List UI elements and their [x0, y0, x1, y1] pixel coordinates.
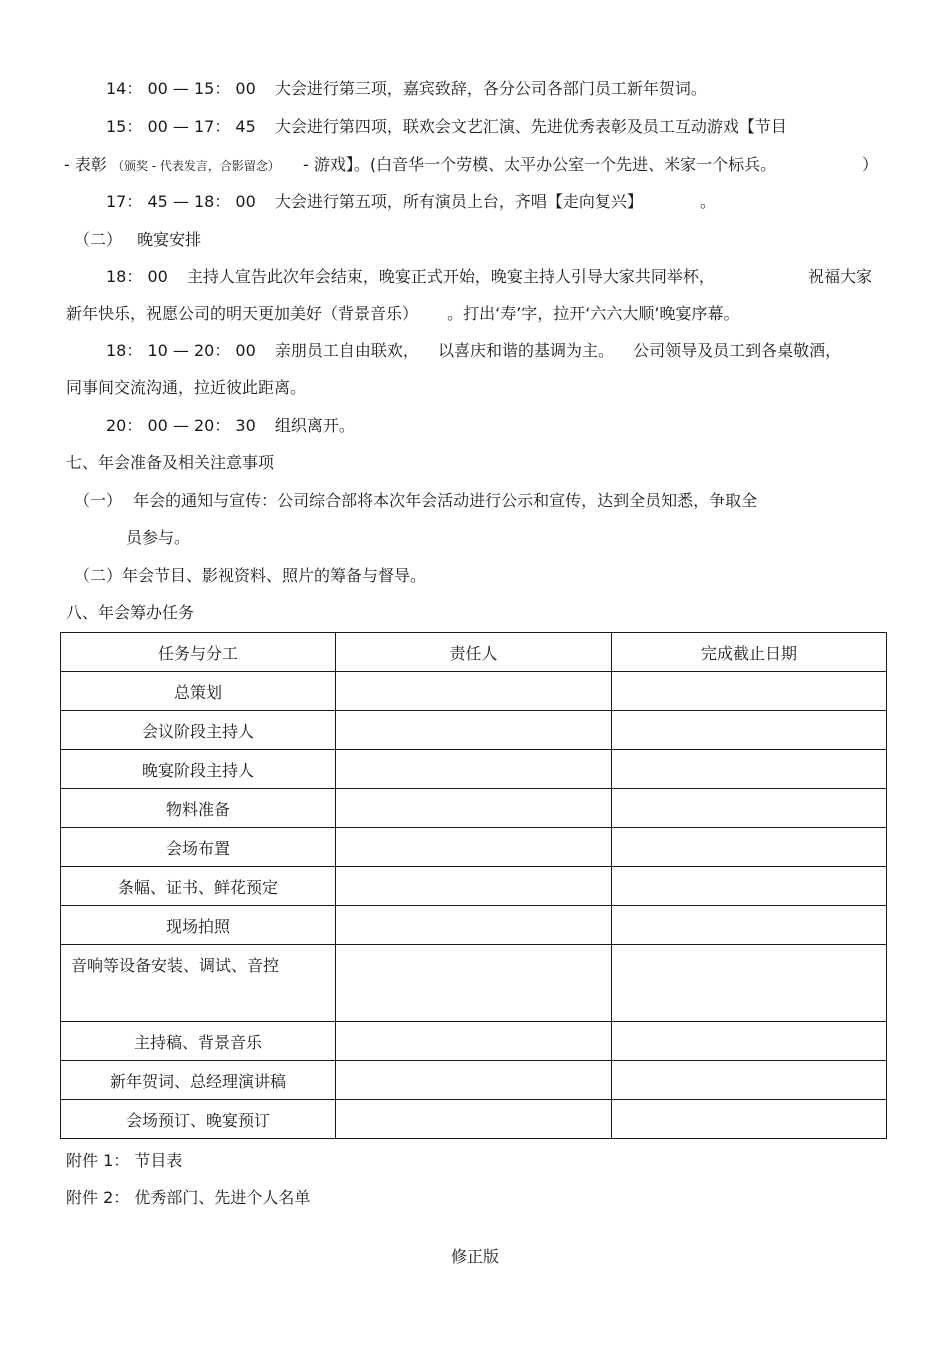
banquet-item-1-tail: 祝福大家 — [808, 267, 873, 286]
heading-text: 晚宴安排 — [137, 230, 202, 249]
agenda-item-4-end: ） — [862, 155, 879, 174]
banquet-text: 新年快乐，祝愿公司的明天更加美好（背景音乐） — [66, 304, 419, 323]
deadline-cell — [612, 1022, 887, 1061]
owner-cell — [336, 711, 612, 750]
table-row — [61, 750, 887, 789]
agenda-note: （颁奖 - 代表发言，合影留念） — [111, 159, 280, 173]
owner-cell — [336, 867, 612, 906]
agenda-text: 大会进行第三项，嘉宾致辞，各分公司各部门员工新年贺词。 — [274, 79, 707, 98]
deadline-cell — [612, 750, 887, 789]
section-7-sub-1-continued: 员参与。 — [126, 528, 191, 547]
banquet-item-2 — [106, 339, 841, 363]
task-cell: 现场拍照 — [61, 906, 336, 945]
header-owner: 责任人 — [336, 633, 612, 672]
owner-cell — [336, 1061, 612, 1100]
banquet-time: 18： 00 — [106, 267, 168, 286]
deadline-cell — [612, 789, 887, 828]
heading-number: （二） — [74, 230, 123, 249]
agenda-item-4 — [106, 115, 787, 139]
owner-cell — [336, 906, 612, 945]
agenda-text: - 游戏】。(白音华一个劳模、太平办公室一个先进、米家一个标兵。 — [303, 155, 777, 174]
task-cell: 总策划 — [61, 672, 336, 711]
table-row — [61, 945, 887, 1022]
attachment-2: 附件 2： 优秀部门、先进个人名单 — [66, 1188, 311, 1207]
banquet-text: 。打出‘寿’字，拉开‘六六大顺’晚宴序幕。 — [447, 304, 740, 323]
deadline-cell — [612, 711, 887, 750]
banquet-item-2-continued: 同事间交流沟通，拉近彼此距离。 — [66, 378, 307, 397]
table-row — [61, 867, 887, 906]
deadline-cell — [612, 1100, 887, 1139]
table-row — [61, 711, 887, 750]
agenda-time: 17： 45 — 18： 00 — [106, 192, 256, 211]
section-7-sub-1 — [74, 489, 757, 513]
section-7-title: 七、年会准备及相关注意事项 — [66, 453, 275, 472]
table-row — [61, 1022, 887, 1061]
section-8-title: 八、年会筹办任务 — [66, 603, 195, 622]
banquet-text: 以喜庆和谐的基调为主。 — [438, 341, 615, 360]
banquet-item-1 — [106, 265, 715, 289]
task-cell: 晚宴阶段主持人 — [61, 750, 336, 789]
banquet-text: 亲朋员工自由联欢， — [274, 341, 419, 360]
attachment-1: 附件 1： 节目表 — [66, 1151, 183, 1170]
table-row — [61, 672, 887, 711]
agenda-text: 大会进行第四项，联欢会文艺汇演、先进优秀表彰及员工互动游戏【节目 — [274, 117, 787, 136]
task-cell: 会场布置 — [61, 828, 336, 867]
owner-cell — [336, 828, 612, 867]
table-row — [61, 1061, 887, 1100]
section-7-sub-2: （二）年会节目、影视资料、照片的筹备与督导。 — [74, 566, 427, 585]
table-row — [61, 1100, 887, 1139]
banquet-text: 组织离开。 — [274, 416, 355, 435]
banquet-text: 公司领导及员工到各桌敬酒， — [633, 341, 842, 360]
task-cell: 音响等设备安装、调试、音控 — [61, 945, 336, 1022]
agenda-item-3 — [106, 77, 707, 101]
banquet-time: 20： 00 — 20： 30 — [106, 416, 256, 435]
banquet-text: 主持人宣告此次年会结束，晚宴正式开始，晚宴主持人引导大家共同举杯， — [186, 267, 715, 286]
table-header-row — [61, 633, 887, 672]
table-row — [61, 906, 887, 945]
deadline-cell — [612, 828, 887, 867]
agenda-text: 大会进行第五项，所有演员上台，齐唱【走向复兴】 — [274, 192, 643, 211]
owner-cell — [336, 750, 612, 789]
deadline-cell — [612, 945, 887, 1022]
owner-cell — [336, 789, 612, 828]
agenda-time: 14： 00 — 15： 00 — [106, 79, 256, 98]
owner-cell — [336, 1100, 612, 1139]
header-task: 任务与分工 — [61, 633, 336, 672]
task-cell: 会场预订、晚宴预订 — [61, 1100, 336, 1139]
deadline-cell — [612, 867, 887, 906]
deadline-cell — [612, 1061, 887, 1100]
task-cell: 会议阶段主持人 — [61, 711, 336, 750]
owner-cell — [336, 672, 612, 711]
agenda-item-4-continued — [64, 153, 776, 178]
sub-number: （一） — [74, 491, 123, 510]
deadline-cell — [612, 906, 887, 945]
task-cell: 物料准备 — [61, 789, 336, 828]
owner-cell — [336, 945, 612, 1022]
task-cell: 条幅、证书、鲜花预定 — [61, 867, 336, 906]
banquet-time: 18： 10 — 20： 00 — [106, 341, 256, 360]
banquet-item-3 — [106, 414, 355, 438]
table-row — [61, 828, 887, 867]
deadline-cell — [612, 672, 887, 711]
header-deadline: 完成截止日期 — [612, 633, 887, 672]
banquet-item-1-continued — [66, 302, 739, 326]
task-table — [60, 632, 887, 1139]
banquet-heading — [74, 228, 201, 252]
agenda-text: - 表彰 — [64, 155, 107, 174]
page-footer: 修正版 — [450, 1247, 499, 1266]
task-cell: 新年贺词、总经理演讲稿 — [61, 1061, 336, 1100]
table-row — [61, 789, 887, 828]
agenda-time: 15： 00 — 17： 45 — [106, 117, 256, 136]
sub-text: 年会的通知与宣传：公司综合部将本次年会活动进行公示和宣传，达到全员知悉，争取全 — [133, 491, 758, 510]
agenda-item-5 — [106, 190, 643, 214]
task-cell: 主持稿、背景音乐 — [61, 1022, 336, 1061]
owner-cell — [336, 1022, 612, 1061]
agenda-item-5-end: 。 — [700, 192, 717, 211]
